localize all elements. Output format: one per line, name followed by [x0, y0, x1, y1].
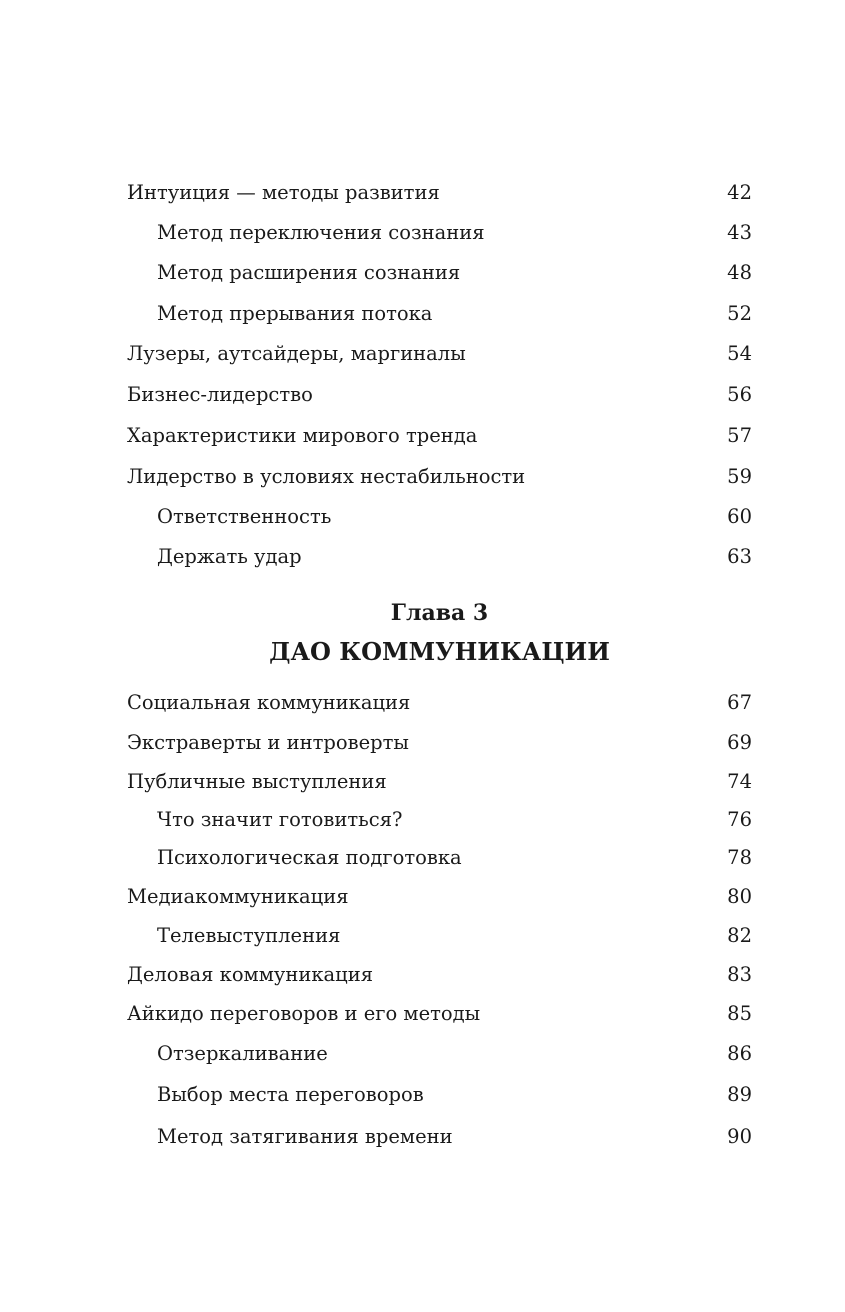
toc-entry-title: Отзеркаливание [157, 1042, 328, 1065]
toc-entry-title: Лидерство в условиях нестабильности [127, 465, 526, 488]
toc-entry[interactable] [127, 1082, 752, 1108]
toc-entry[interactable] [127, 464, 752, 490]
toc-entry-title: Телевыступления [157, 924, 341, 947]
toc-entry-page-number: 82 [727, 924, 752, 947]
toc-entry[interactable] [127, 1124, 752, 1150]
toc-entry-page-number: 86 [727, 1042, 752, 1065]
toc-entry-title: Айкидо переговоров и его методы [127, 1002, 481, 1025]
toc-entry-title: Ответственность [157, 505, 332, 528]
toc-entry-page-number: 76 [727, 808, 752, 831]
toc-entry[interactable] [127, 845, 752, 871]
toc-entry-page-number: 69 [727, 731, 752, 754]
toc-entry-page-number: 67 [727, 691, 752, 714]
toc-entry-page-number: 63 [727, 545, 752, 568]
toc-entry-page-number: 54 [727, 342, 752, 365]
chapter-title: ДАО КОММУНИКАЦИИ [269, 637, 610, 666]
chapter-number: Глава 3 [390, 600, 489, 626]
toc-entry[interactable] [127, 962, 752, 988]
toc-entry-page-number: 42 [727, 181, 752, 204]
toc-entry-page-number: 78 [727, 846, 752, 869]
toc-entry[interactable] [127, 301, 752, 327]
toc-entry-page-number: 74 [727, 770, 752, 793]
toc-entry[interactable] [127, 730, 752, 756]
toc-entry[interactable] [127, 180, 752, 206]
toc-entry-page-number: 83 [727, 963, 752, 986]
toc-entry-page-number: 43 [727, 221, 752, 244]
toc-entry-page-number: 60 [727, 505, 752, 528]
toc-entry-page-number: 80 [727, 885, 752, 908]
toc-entry-title: Характеристики мирового тренда [127, 424, 478, 447]
toc-entry-title: Психологическая подготовка [157, 846, 462, 869]
toc-entry-page-number: 89 [727, 1083, 752, 1106]
toc-entry-title: Деловая коммуникация [127, 963, 374, 986]
toc-entry-title: Метод переключения сознания [157, 221, 485, 244]
toc-entry[interactable] [127, 220, 752, 246]
toc-entry-title: Экстраверты и интроверты [127, 731, 409, 754]
toc-entry-title: Выбор места переговоров [157, 1083, 424, 1106]
toc-entry-page-number: 56 [727, 383, 752, 406]
toc-entry-title: Интуиция — методы развития [127, 181, 440, 204]
toc-entry-title: Метод затягивания времени [157, 1125, 453, 1148]
toc-entry[interactable] [127, 260, 752, 286]
toc-entry-page-number: 52 [727, 302, 752, 325]
toc-entry-title: Держать удар [157, 545, 302, 568]
toc-entry[interactable] [127, 382, 752, 408]
toc-entry-page-number: 57 [727, 424, 752, 447]
toc-entry-page-number: 85 [727, 1002, 752, 1025]
toc-entry[interactable] [127, 423, 752, 449]
toc-entry-page-number: 90 [727, 1125, 752, 1148]
toc-entry[interactable] [127, 341, 752, 367]
toc-entry-title: Публичные выступления [127, 770, 387, 793]
toc-entry-title: Метод расширения сознания [157, 261, 461, 284]
toc-entry-title: Социальная коммуникация [127, 691, 411, 714]
toc-entry[interactable] [127, 1041, 752, 1067]
toc-entry[interactable] [127, 807, 752, 833]
toc-entry[interactable] [127, 504, 752, 530]
toc-entry-title: Лузеры, аутсайдеры, маргиналы [127, 342, 466, 365]
toc-entry-title: Что значит готовиться? [157, 808, 403, 831]
toc-entry-page-number: 59 [727, 465, 752, 488]
toc-entry[interactable] [127, 769, 752, 795]
toc-entry[interactable] [127, 923, 752, 949]
toc-entry[interactable] [127, 544, 752, 570]
toc-entry[interactable] [127, 690, 752, 716]
toc-entry[interactable] [127, 1001, 752, 1027]
toc-entry-page-number: 48 [727, 261, 752, 284]
toc-entry-title: Бизнес-лидерство [127, 383, 313, 406]
toc-entry-title: Метод прерывания потока [157, 302, 433, 325]
toc-entry[interactable] [127, 884, 752, 910]
toc-entry-title: Медиакоммуникация [127, 885, 349, 908]
